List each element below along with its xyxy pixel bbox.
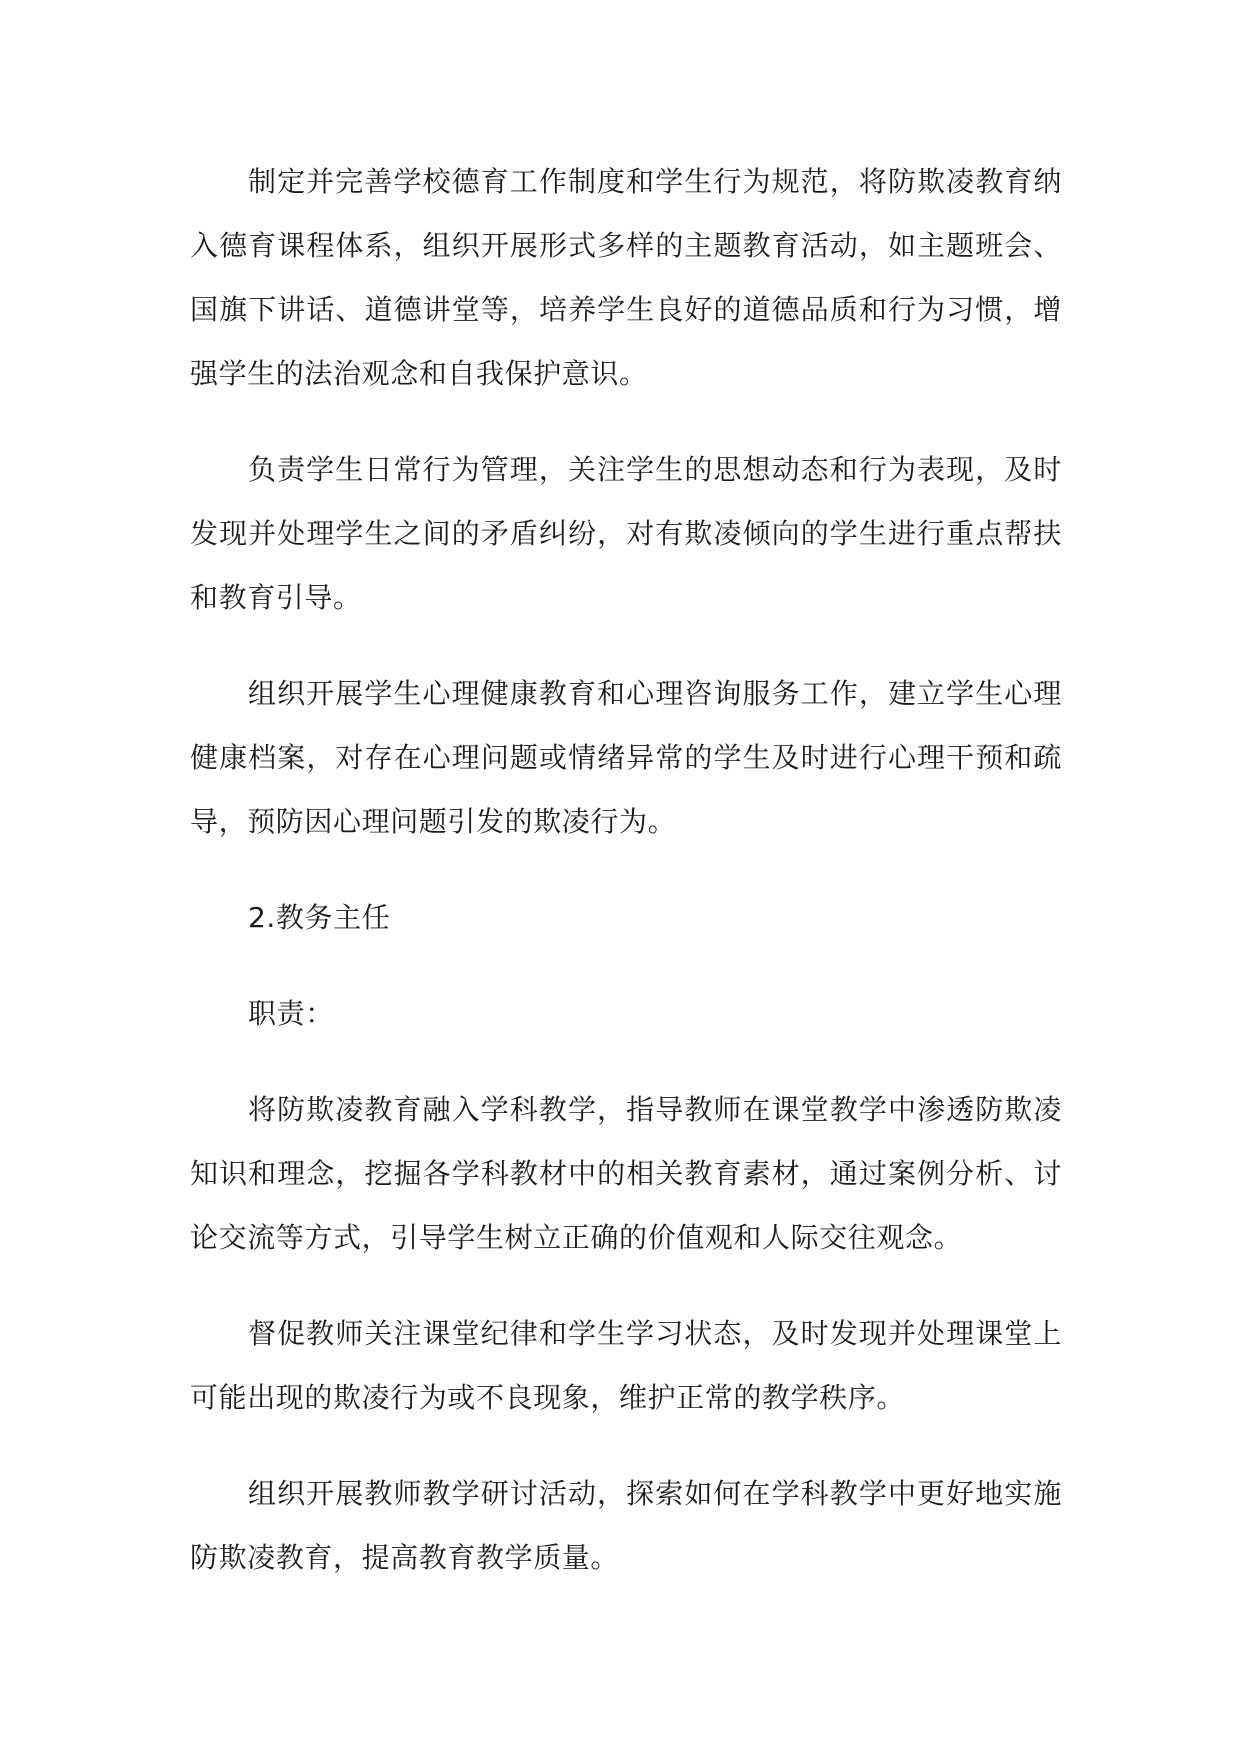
- section-heading-academic-director: 2.教务主任: [248, 901, 391, 934]
- paragraph-teaching-research: 组织开展教师教学研讨活动，探索如何在学科教学中更好地实施防欺凌教育，提高教育教学质量。: [190, 1477, 1062, 1574]
- responsibilities-label: 职责：: [248, 997, 334, 1030]
- paragraph-moral-education-system: 制定并完善学校德育工作制度和学生行为规范，将防欺凌教育纳入德育课程体系，组织开展形式多样的主题教育活动，如主题班会、国旗下讲话、道德讲堂等，培养学生良好的道德品质和行为习惯，增强学生的法治观念和自我保护意识。: [190, 165, 1062, 390]
- paragraph-subject-teaching-integration: 将防欺凌教育融入学科教学，指导教师在课堂教学中渗透防欺凌知识和理念，挖掘各学科教材中的相关教育素材，通过案例分析、讨论交流等方式，引导学生树立正确的价值观和人际交往观念。: [190, 1093, 1062, 1254]
- paragraph-daily-behavior-management: 负责学生日常行为管理，关注学生的思想动态和行为表现，及时发现并处理学生之间的矛盾纠纷，对有欺凌倾向的学生进行重点帮扶和教育引导。: [190, 453, 1062, 614]
- paragraph-classroom-discipline: 督促教师关注课堂纪律和学生学习状态，及时发现并处理课堂上可能出现的欺凌行为或不良现象，维护正常的教学秩序。: [190, 1317, 1062, 1414]
- paragraph-mental-health-education: 组织开展学生心理健康教育和心理咨询服务工作，建立学生心理健康档案，对存在心理问题或情绪异常的学生及时进行心理干预和疏导，预防因心理问题引发的欺凌行为。: [190, 677, 1062, 838]
- document-body: [190, 150, 1062, 1622]
